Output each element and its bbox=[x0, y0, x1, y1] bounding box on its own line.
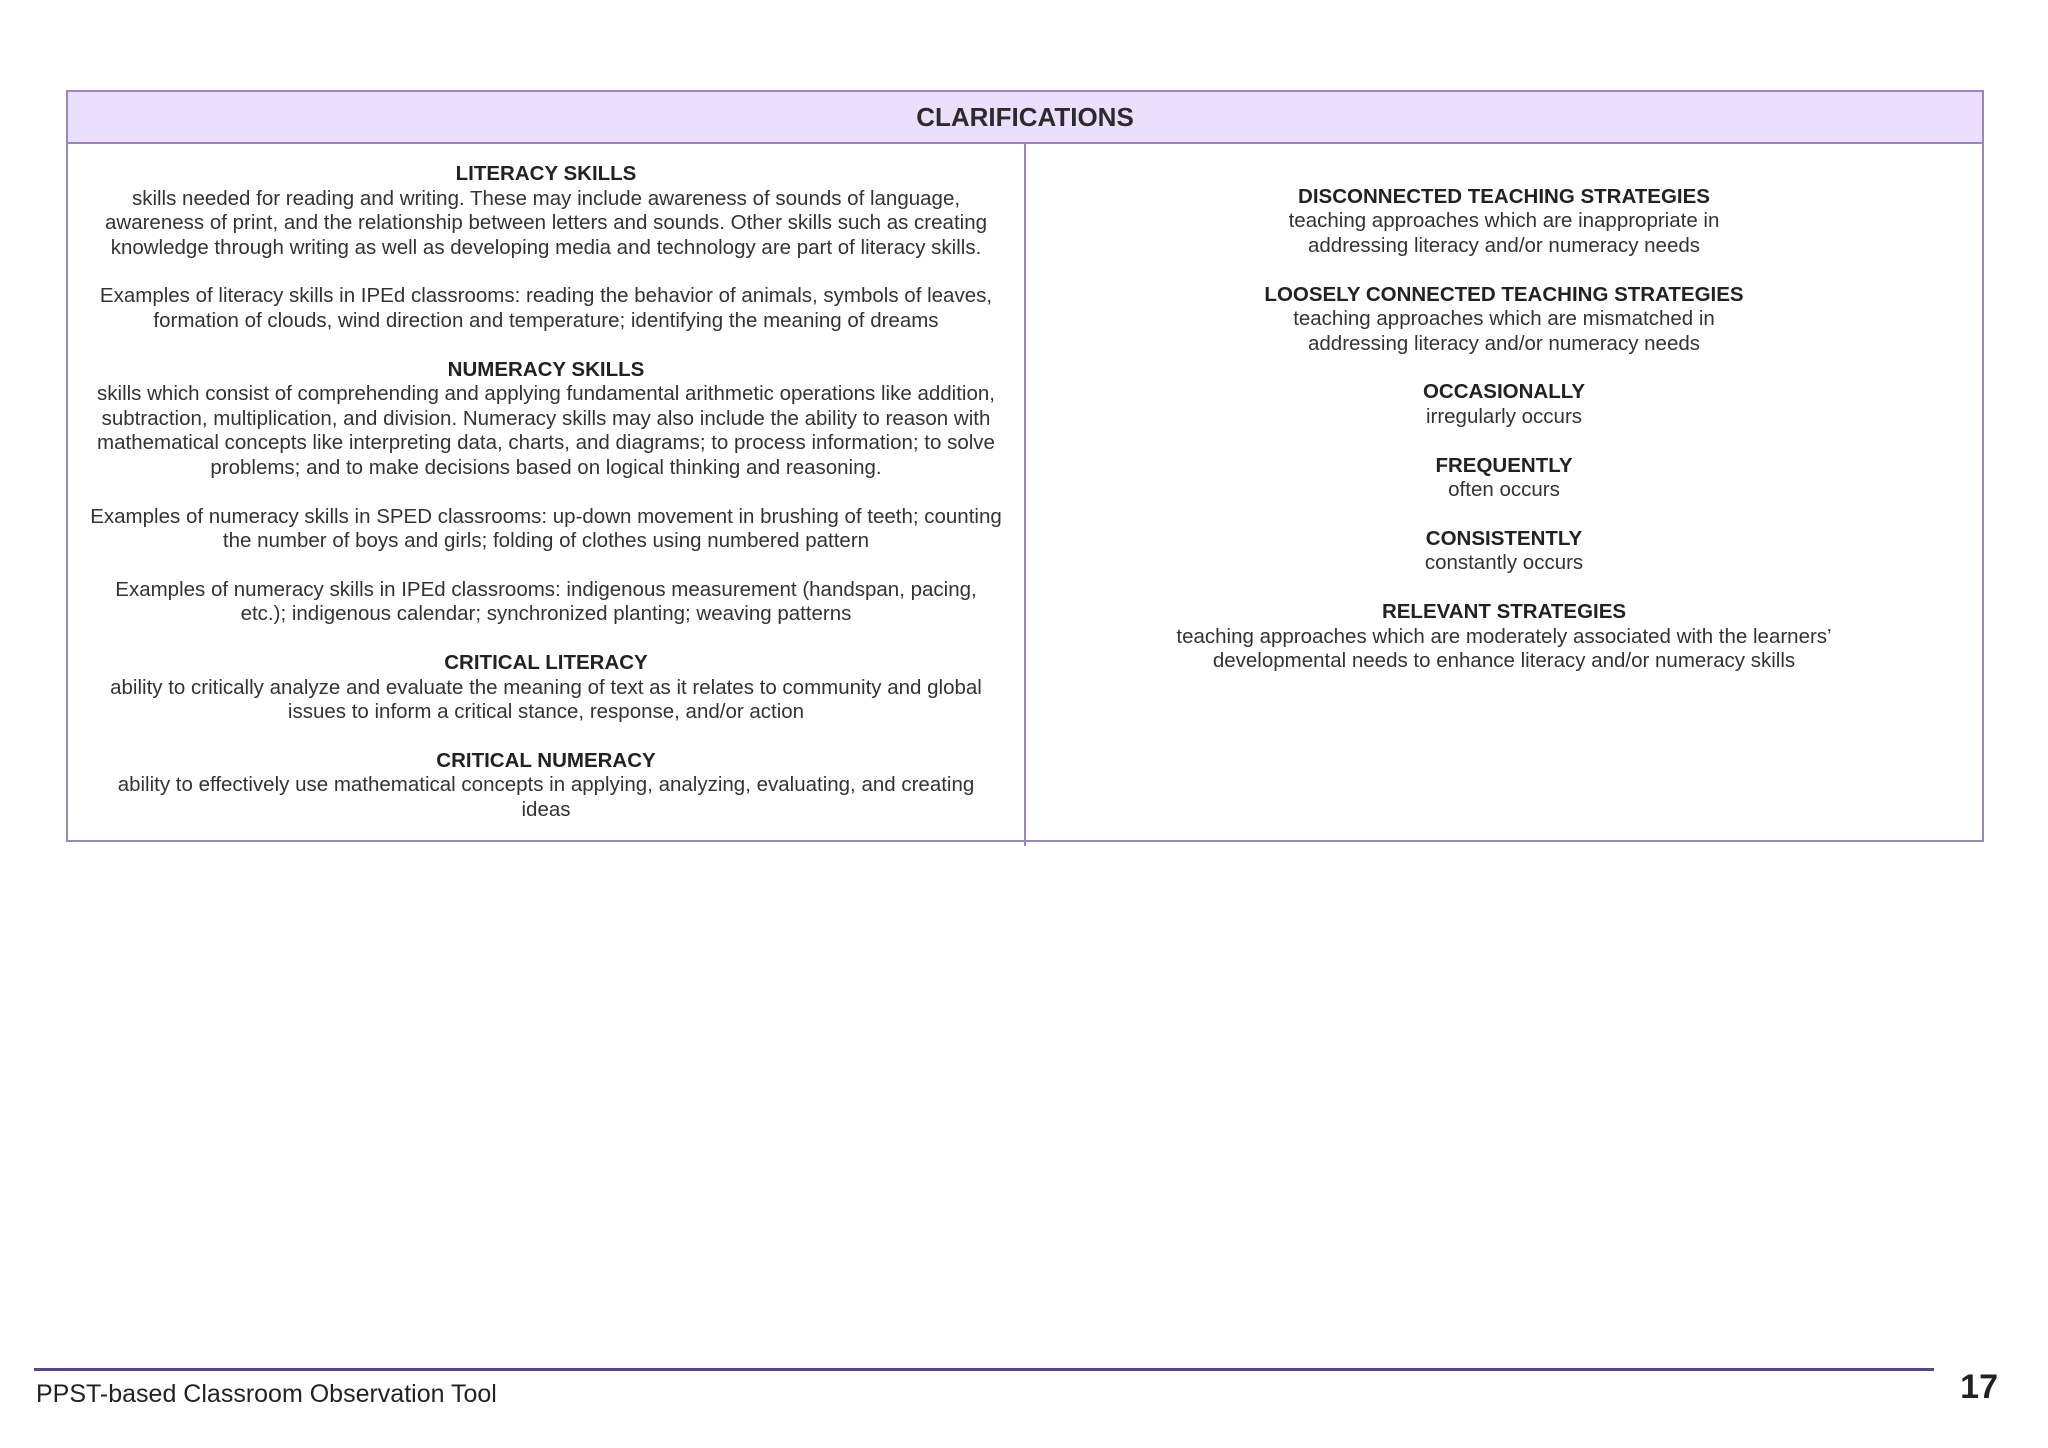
definition-loosely-connected-strategies: teaching approaches which are mismatched in addressing literacy and/or numeracy needs bbox=[1293, 307, 1715, 355]
definition-block-relevant-strategies bbox=[1034, 600, 1974, 674]
example-numeracy-sped: Examples of numeracy skills in SPED classrooms: up-down movement in brushing of teeth; counting the number of boys and girls; folding of clothes using numbered pattern bbox=[90, 504, 1002, 553]
definition-literacy-skills: skills needed for reading and writing. These may include awareness of sounds of language, awareness of print, and the relationship between letters and sounds. Other skills such as creating knowledge through writing as well as developing media and technology are part of literacy skills. bbox=[105, 186, 987, 259]
example-numeracy-iped: Examples of numeracy skills in IPEd classrooms: indigenous measurement (handspan, pacing, etc.); indigenous calendar; synchronized planting; weaving patterns bbox=[115, 577, 977, 626]
term-consistently: CONSISTENTLY bbox=[1425, 526, 1583, 550]
clarifications-table bbox=[66, 90, 1984, 842]
definition-consistently: constantly occurs bbox=[1424, 551, 1584, 575]
page-number: 17 bbox=[1960, 1368, 1998, 1406]
definition-block-numeracy-skills bbox=[76, 358, 1016, 481]
term-disconnected-strategies: DISCONNECTED TEACHING STRATEGIES bbox=[1298, 184, 1710, 208]
definition-block-literacy-skills bbox=[91, 162, 1001, 260]
definition-block-loosely-connected-strategies bbox=[1034, 283, 1974, 357]
term-occasionally: OCCASIONALLY bbox=[1422, 380, 1586, 404]
definition-disconnected-strategies: teaching approaches which are inappropriate in addressing literacy and/or numeracy needs bbox=[1288, 209, 1720, 257]
example-literacy-iped: Examples of literacy skills in IPEd classrooms: reading the behavior of animals, symbols of leaves, formation of clouds, wind direction and temperature; identifying the meaning of dreams bbox=[99, 284, 993, 332]
clarifications-right-column bbox=[1026, 144, 1982, 846]
definition-block-consistently bbox=[1034, 527, 1974, 576]
term-numeracy-skills: NUMERACY SKILLS bbox=[447, 357, 645, 381]
definition-frequently: often occurs bbox=[1448, 478, 1560, 502]
definition-block-occasionally bbox=[1034, 380, 1974, 429]
definition-block-critical-numeracy bbox=[91, 749, 1001, 823]
term-critical-numeracy: CRITICAL NUMERACY bbox=[436, 748, 656, 772]
example-block-literacy-iped bbox=[91, 284, 1001, 333]
definition-critical-literacy: ability to critically analyze and evaluate the meaning of text as it relates to community and global issues to inform a critical stance, response, and/or action bbox=[110, 675, 982, 724]
definition-block-frequently bbox=[1034, 454, 1974, 503]
example-block-numeracy-iped bbox=[91, 578, 1001, 627]
term-frequently: FREQUENTLY bbox=[1435, 453, 1573, 477]
term-loosely-connected-strategies: LOOSELY CONNECTED TEACHING STRATEGIES bbox=[1264, 282, 1744, 306]
definition-relevant-strategies: teaching approaches which are moderately associated with the learners’ developmental needs to enhance literacy and/or numeracy skills bbox=[1176, 624, 1832, 673]
term-relevant-strategies: RELEVANT STRATEGIES bbox=[1381, 599, 1627, 623]
definition-block-critical-literacy bbox=[91, 651, 1001, 725]
clarifications-header: CLARIFICATIONS bbox=[68, 92, 1982, 144]
definition-occasionally: irregularly occurs bbox=[1425, 404, 1583, 428]
footer-document-title: PPST-based Classroom Observation Tool bbox=[36, 1380, 497, 1408]
example-block-numeracy-sped bbox=[76, 505, 1016, 554]
definition-numeracy-skills: skills which consist of comprehending and applying fundamental arithmetic operations like addition, subtraction, multiplication, and division. Numeracy skills may also include the ability to reason with mathematical concepts like interpreting data, charts, and diagrams; to process information; to solve problems; and to make decisions based on logical thinking and reasoning. bbox=[97, 382, 995, 479]
term-literacy-skills: LITERACY SKILLS bbox=[455, 162, 637, 185]
term-critical-literacy: CRITICAL LITERACY bbox=[444, 650, 648, 674]
clarifications-left-column bbox=[68, 144, 1026, 846]
definition-block-disconnected-strategies bbox=[1034, 185, 1974, 259]
definition-critical-numeracy: ability to effectively use mathematical concepts in applying, analyzing, evaluating, and creating ideas bbox=[117, 773, 975, 821]
footer-divider bbox=[34, 1368, 1934, 1371]
clarifications-body bbox=[68, 144, 1982, 846]
